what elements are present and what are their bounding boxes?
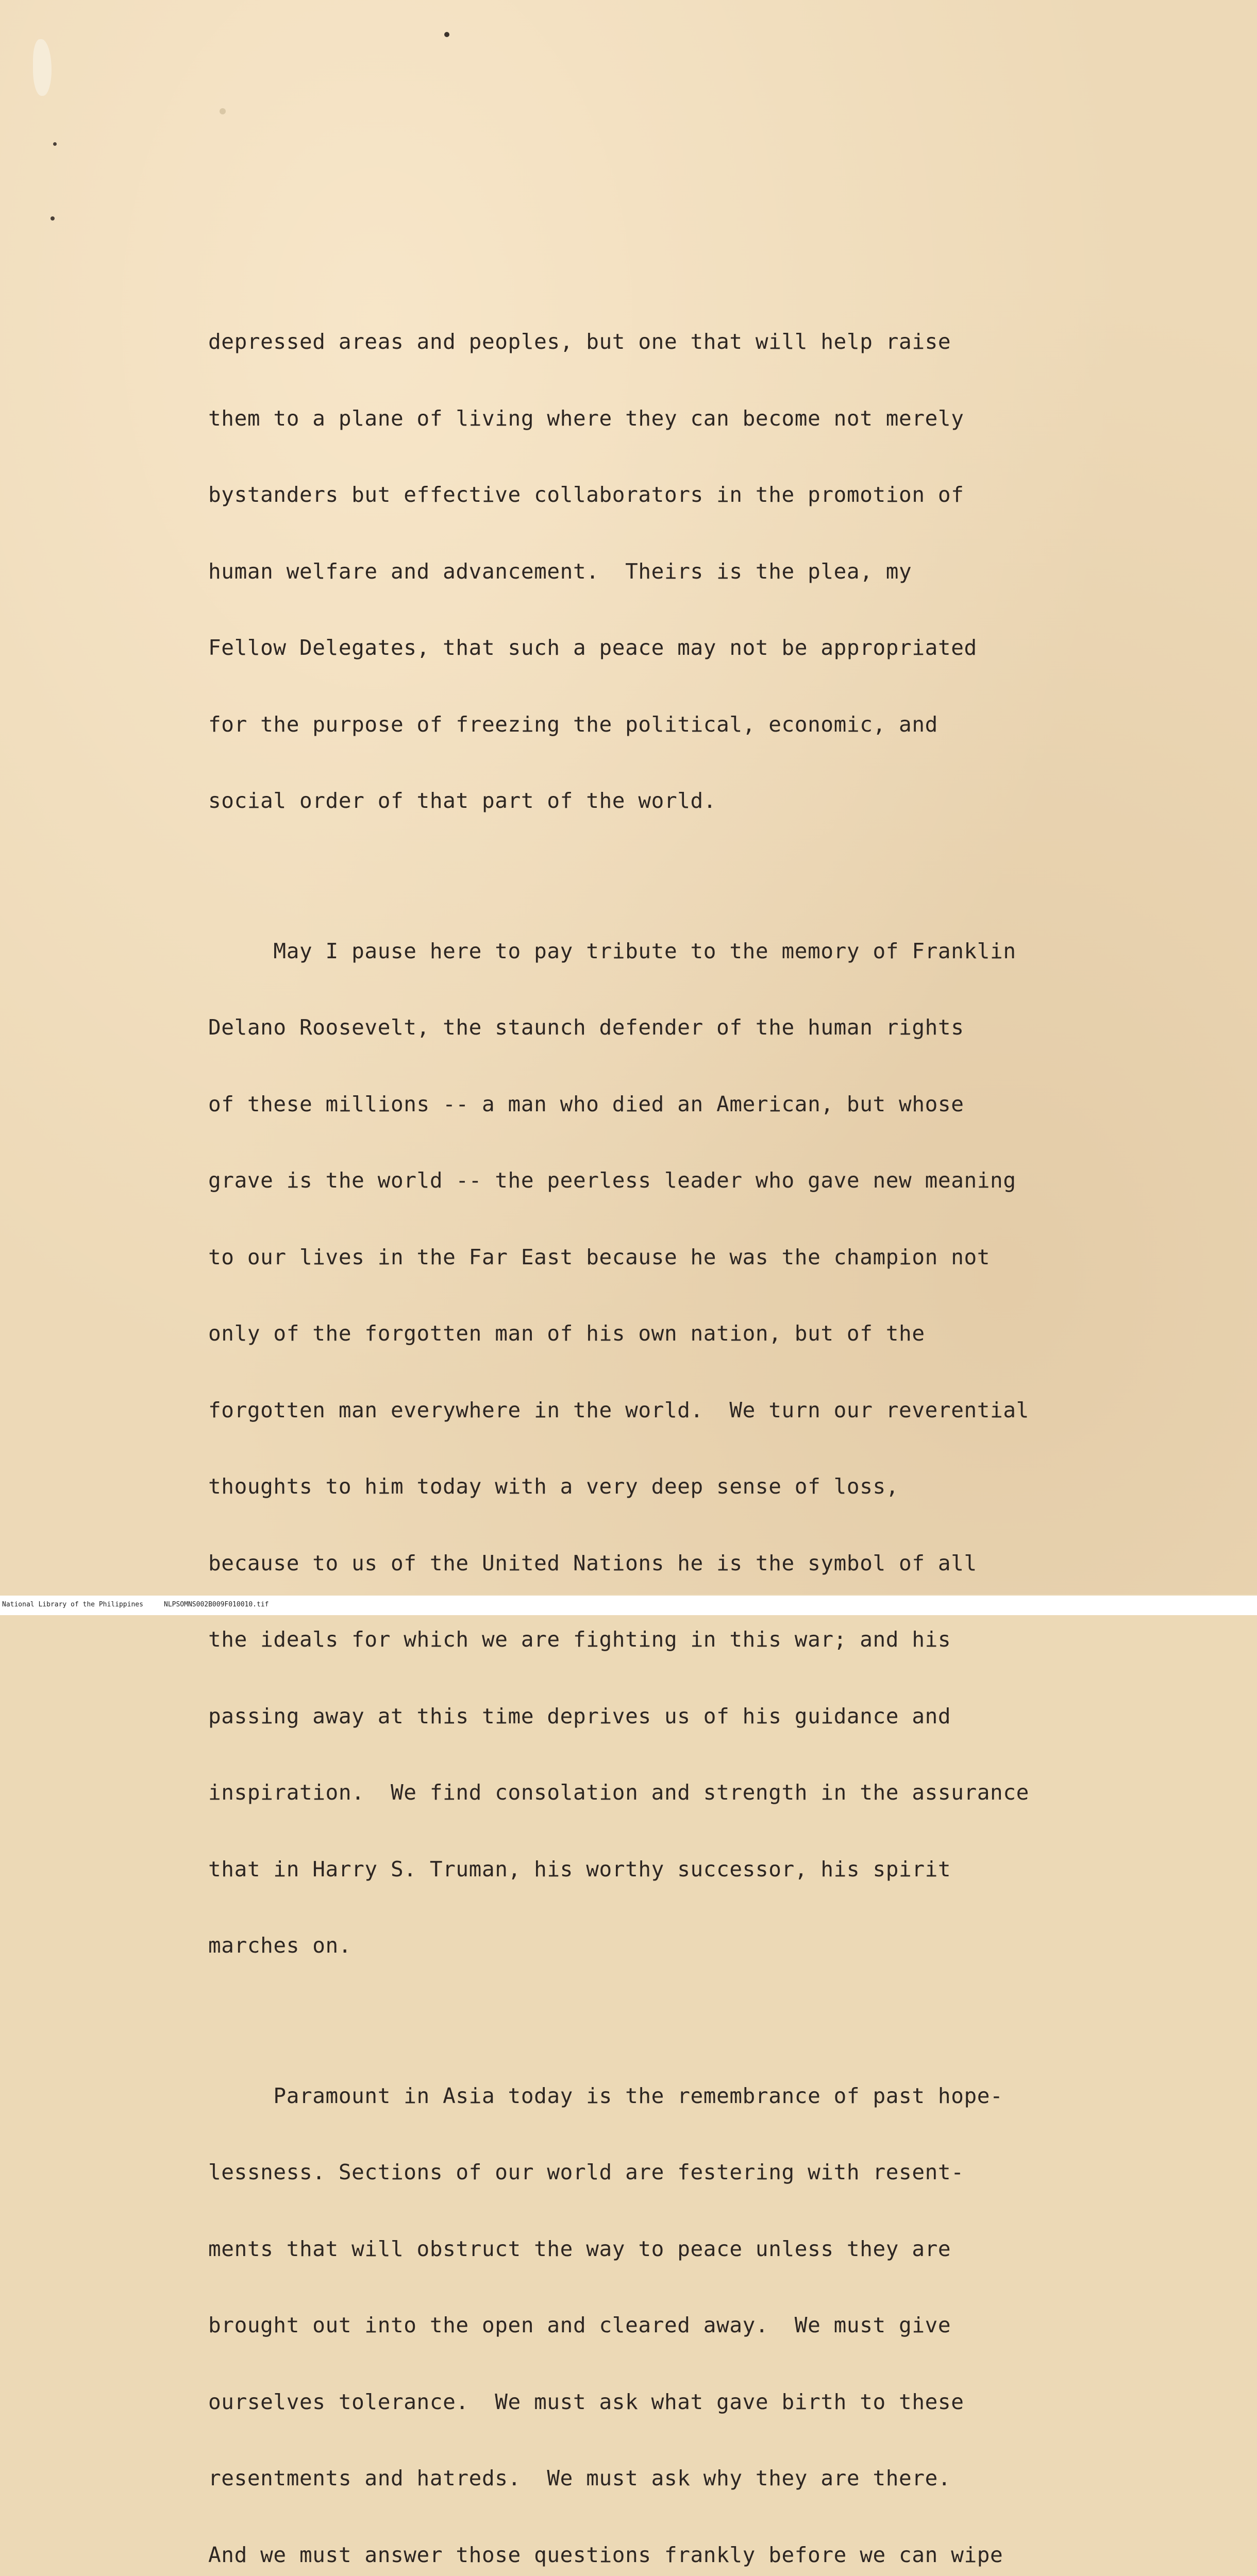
text-line: only of the forgotten man of his own nation, but of the	[208, 1321, 1203, 1347]
scan-footer	[0, 1596, 1257, 1615]
ink-spot	[444, 32, 449, 37]
text-line: brought out into the open and cleared away. We must give	[208, 2313, 1203, 2338]
text-line: And we must answer those questions frankly before we can wipe	[208, 2543, 1203, 2568]
text-line: resentments and hatreds. We must ask why they are there.	[208, 2466, 1203, 2492]
text-line: inspiration. We find consolation and strength in the assurance	[208, 1780, 1203, 1806]
text-line: grave is the world -- the peerless leader who gave new meaning	[208, 1168, 1203, 1194]
text-line: passing away at this time deprives us of his guidance and	[208, 1704, 1203, 1730]
text-line: May I pause here to pay tribute to the memory of Franklin	[208, 939, 1203, 964]
text-line: human welfare and advancement. Theirs is the plea, my	[208, 559, 1203, 585]
text-line: because to us of the United Nations he is the symbol of all	[208, 1551, 1203, 1577]
text-line: lessness. Sections of our world are festering with resent-	[208, 2160, 1203, 2185]
paragraph-2	[208, 888, 1203, 2010]
text-line: that in Harry S. Truman, his worthy successor, his spirit	[208, 1857, 1203, 1883]
paragraph-1	[208, 278, 1203, 865]
text-line: forgotten man everywhere in the world. We turn our reverential	[208, 1398, 1203, 1423]
ink-spot	[220, 108, 226, 114]
text-line: them to a plane of living where they can become not merely	[208, 406, 1203, 432]
ink-spot	[51, 216, 55, 221]
text-line: to our lives in the Far East because he was the champion not	[208, 1245, 1203, 1270]
text-line: ments that will obstruct the way to peace unless they are	[208, 2236, 1203, 2262]
text-line: Delano Roosevelt, the staunch defender of the human rights	[208, 1015, 1203, 1041]
text-line: social order of that part of the world.	[208, 788, 1203, 814]
text-line: for the purpose of freezing the political, economic, and	[208, 712, 1203, 738]
text-line: Paramount in Asia today is the remembrance of past hope-	[208, 2083, 1203, 2109]
text-line: marches on.	[208, 1933, 1203, 1959]
file-id: NLPSOMNS002B009F010010.tif	[164, 1601, 269, 1608]
paragraph-3	[208, 2032, 1203, 2576]
text-line: the ideals for which we are fighting in this war; and his	[208, 1627, 1203, 1653]
typed-text-body	[208, 278, 1203, 2576]
paper-stain	[33, 39, 52, 96]
text-line: of these millions -- a man who died an American, but whose	[208, 1092, 1203, 1117]
library-credit: National Library of the Philippines	[2, 1601, 143, 1608]
ink-spot	[53, 142, 57, 146]
text-line: depressed areas and peoples, but one that will help raise	[208, 329, 1203, 355]
text-line: thoughts to him today with a very deep sense of loss,	[208, 1474, 1203, 1500]
text-line: bystanders but effective collaborators in the promotion of	[208, 482, 1203, 508]
text-line: Fellow Delegates, that such a peace may not be appropriated	[208, 635, 1203, 661]
text-line: ourselves tolerance. We must ask what gave birth to these	[208, 2389, 1203, 2415]
